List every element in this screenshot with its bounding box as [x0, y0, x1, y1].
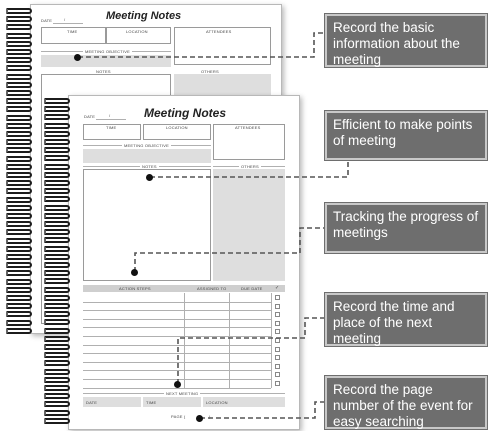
action-row-checkbox[interactable]	[275, 381, 280, 386]
coil-ring	[44, 205, 70, 211]
next-date-label: DATE	[86, 400, 98, 405]
coil-ring	[44, 270, 70, 276]
front-date-separator: /	[109, 113, 111, 118]
action-row-line	[83, 353, 271, 354]
coil-ring	[44, 418, 70, 424]
action-row-checkbox[interactable]	[275, 364, 280, 369]
coil-ring	[44, 369, 70, 375]
coil-ring	[6, 65, 32, 71]
coil-ring	[6, 24, 32, 30]
coil-ring	[6, 90, 32, 96]
callout-page-number: Record the page number of the event for easy searching	[325, 376, 487, 429]
action-row-line	[83, 310, 271, 311]
coil-ring	[44, 213, 70, 219]
back-spiral-binding	[6, 8, 34, 338]
coil-ring	[44, 360, 70, 366]
coil-ring	[6, 270, 32, 276]
action-row-line	[83, 336, 271, 337]
front-others-field	[213, 169, 285, 281]
assigned-column-divider	[184, 293, 185, 388]
coil-ring	[44, 196, 70, 202]
coil-ring	[44, 377, 70, 383]
check-column-divider	[271, 293, 272, 388]
callout-basic-info: Record the basic information about the meeting	[325, 14, 487, 67]
coil-ring	[44, 311, 70, 317]
callout-progress: Tracking the progress of meetings	[325, 203, 487, 253]
assigned-to-label: ASSIGNED TO	[197, 286, 227, 291]
next-time-label: TIME	[146, 400, 157, 405]
action-row-line	[83, 370, 271, 371]
action-row-checkbox[interactable]	[275, 304, 280, 309]
coil-ring	[6, 279, 32, 285]
front-location-label: LOCATION	[166, 125, 188, 130]
coil-ring	[44, 328, 70, 334]
coil-ring	[44, 303, 70, 309]
callout-next-meeting: Record the time and place of the next meeting	[325, 293, 487, 346]
coil-ring	[44, 287, 70, 293]
callout-points: Efficient to make points of meeting	[325, 111, 487, 160]
back-time-label: TIME	[67, 29, 78, 34]
coil-ring	[44, 114, 70, 120]
front-page-title: Meeting Notes	[144, 106, 227, 120]
coil-ring	[6, 156, 32, 162]
back-others-label: OTHERS	[201, 69, 219, 74]
coil-ring	[6, 41, 32, 47]
coil-ring	[6, 180, 32, 186]
due-date-label: DUE DATE	[241, 286, 263, 291]
front-date-line	[96, 119, 126, 120]
coil-ring	[6, 147, 32, 153]
back-date-separator: /	[64, 17, 66, 22]
coil-ring	[6, 287, 32, 293]
coil-ring	[44, 131, 70, 137]
coil-ring	[44, 295, 70, 301]
coil-ring	[6, 254, 32, 260]
coil-ring	[6, 246, 32, 252]
action-row-line	[83, 302, 271, 303]
coil-ring	[6, 303, 32, 309]
back-date-line	[53, 23, 83, 24]
coil-ring	[6, 221, 32, 227]
marker-dot-next-meeting	[174, 381, 181, 388]
back-objective-label: MEETING OBJECTIVE	[85, 49, 130, 54]
action-row-line	[83, 327, 271, 328]
coil-ring	[6, 16, 32, 22]
coil-ring	[6, 106, 32, 112]
page-number-label: PAGE (	[171, 414, 186, 419]
coil-ring	[6, 82, 32, 88]
coil-ring	[6, 188, 32, 194]
action-steps-label: ACTION STEPS	[119, 286, 151, 291]
marker-dot-points	[146, 174, 153, 181]
coil-ring	[6, 123, 32, 129]
coil-ring	[44, 401, 70, 407]
action-row-checkbox[interactable]	[275, 295, 280, 300]
action-row-line	[83, 345, 271, 346]
coil-ring	[6, 328, 32, 334]
coil-ring	[44, 385, 70, 391]
front-objective-field	[83, 149, 211, 163]
back-notes-label: NOTES	[96, 69, 111, 74]
coil-ring	[44, 229, 70, 235]
front-time-label: TIME	[106, 125, 117, 130]
coil-ring	[6, 98, 32, 104]
action-row-line	[83, 379, 271, 380]
front-date-label: DATE	[84, 114, 96, 119]
coil-ring	[6, 262, 32, 268]
coil-ring	[6, 115, 32, 121]
front-others-label: OTHERS	[241, 164, 259, 169]
action-row-checkbox[interactable]	[275, 347, 280, 352]
coil-ring	[6, 131, 32, 137]
coil-ring	[44, 188, 70, 194]
coil-ring	[6, 229, 32, 235]
coil-ring	[6, 74, 32, 80]
coil-ring	[44, 106, 70, 112]
marker-dot-basic-info	[74, 54, 81, 61]
coil-ring	[6, 197, 32, 203]
coil-ring	[44, 164, 70, 170]
coil-ring	[6, 8, 32, 14]
back-attendees-label: ATTENDEES	[206, 29, 232, 34]
action-row-line	[83, 362, 271, 363]
marker-dot-page-number	[196, 415, 203, 422]
coil-ring	[44, 172, 70, 178]
front-notes-label: NOTES	[142, 164, 157, 169]
coil-ring	[44, 147, 70, 153]
action-row-checkbox[interactable]	[275, 312, 280, 317]
back-objective-field	[41, 55, 171, 67]
coil-ring	[44, 180, 70, 186]
page-number-close: )	[209, 414, 211, 419]
action-row-checkbox[interactable]	[275, 372, 280, 377]
coil-ring	[44, 221, 70, 227]
action-row-checkbox[interactable]	[275, 321, 280, 326]
coil-ring	[44, 352, 70, 358]
coil-ring	[6, 320, 32, 326]
marker-dot-progress	[131, 269, 138, 276]
action-row-checkbox[interactable]	[275, 329, 280, 334]
coil-ring	[6, 33, 32, 39]
coil-ring	[44, 319, 70, 325]
next-meeting-label: NEXT MEETING	[166, 391, 199, 396]
coil-ring	[6, 238, 32, 244]
coil-ring	[6, 295, 32, 301]
back-date-label: DATE	[41, 18, 53, 23]
coil-ring	[6, 139, 32, 145]
coil-ring	[6, 49, 32, 55]
coil-ring	[6, 57, 32, 63]
action-row-checkbox[interactable]	[275, 338, 280, 343]
coil-ring	[44, 98, 70, 104]
coil-ring	[6, 205, 32, 211]
coil-ring	[44, 344, 70, 350]
coil-ring	[44, 139, 70, 145]
next-location-label: LOCATION	[206, 400, 228, 405]
coil-ring	[6, 213, 32, 219]
coil-ring	[44, 336, 70, 342]
coil-ring	[44, 155, 70, 161]
front-attendees-label: ATTENDEES	[235, 125, 261, 130]
coil-ring	[44, 237, 70, 243]
due-date-column-divider	[229, 293, 230, 388]
front-spiral-binding	[44, 98, 72, 428]
coil-ring	[44, 123, 70, 129]
coil-ring	[44, 278, 70, 284]
coil-ring	[44, 410, 70, 416]
check-mark-header: ✓	[275, 285, 280, 291]
coil-ring	[44, 262, 70, 268]
back-location-label: LOCATION	[126, 29, 148, 34]
coil-ring	[44, 393, 70, 399]
action-row-checkbox[interactable]	[275, 355, 280, 360]
back-page-title: Meeting Notes	[106, 10, 182, 22]
coil-ring	[44, 246, 70, 252]
action-row-line	[83, 319, 271, 320]
front-notes-box	[83, 169, 211, 281]
front-objective-label: MEETING OBJECTIVE	[124, 143, 169, 148]
front-notebook-page	[68, 95, 300, 430]
coil-ring	[6, 172, 32, 178]
coil-ring	[6, 311, 32, 317]
coil-ring	[44, 254, 70, 260]
coil-ring	[6, 164, 32, 170]
